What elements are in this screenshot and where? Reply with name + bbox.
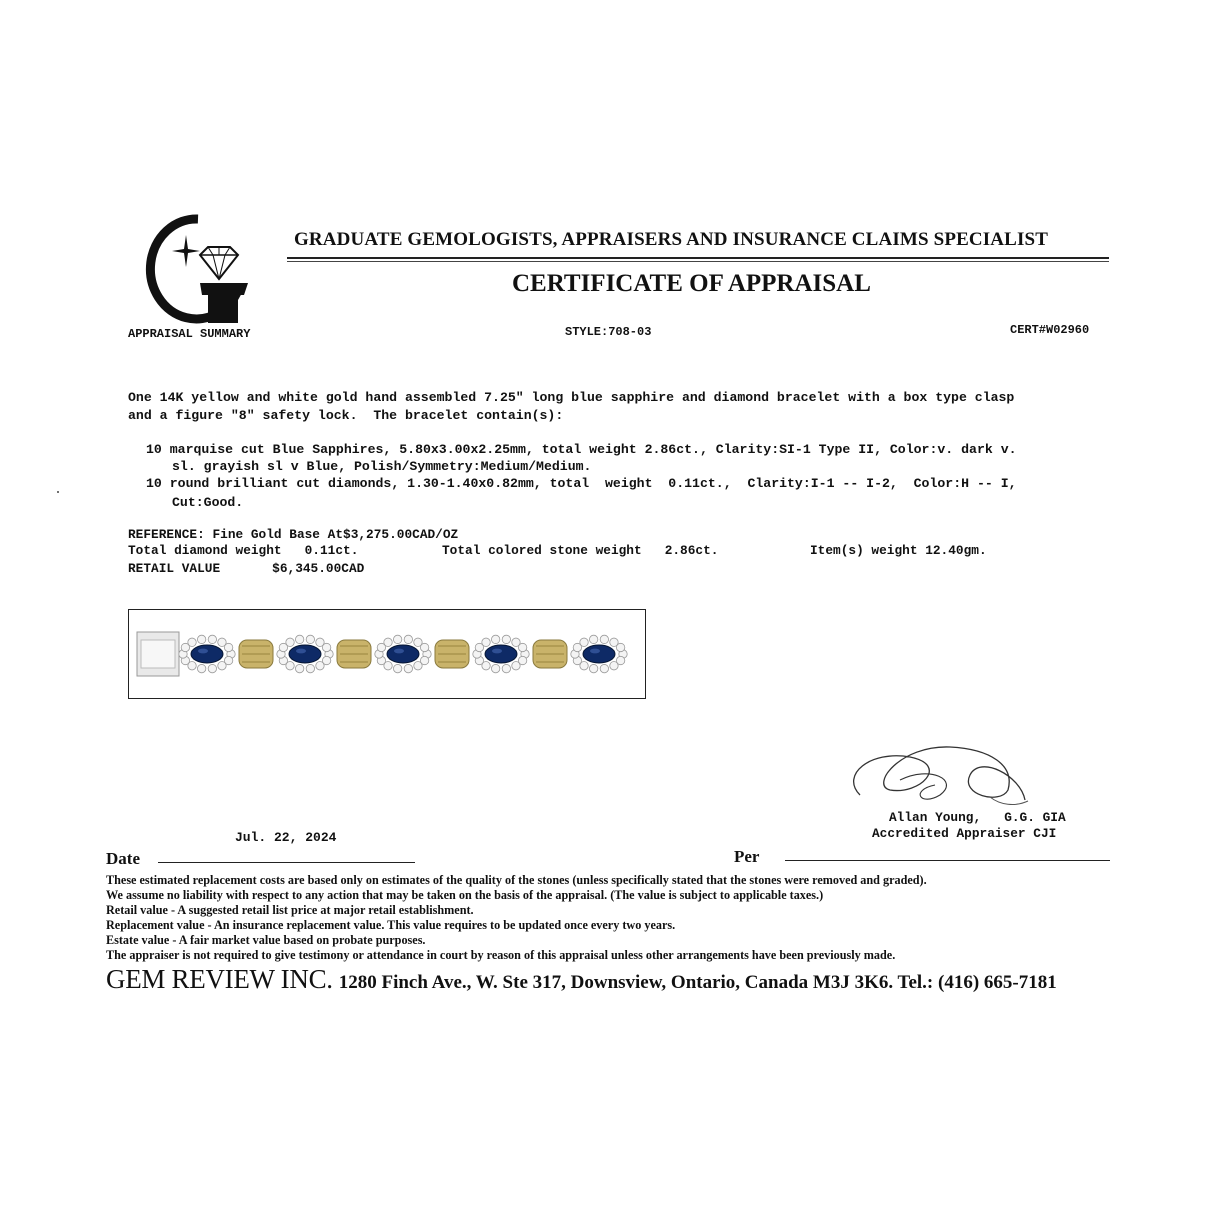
diamond-stone [491, 664, 499, 672]
diamond-stone [502, 664, 510, 672]
diamond-stone [518, 643, 526, 651]
diamond-details-cont: Cut:Good. [172, 495, 244, 510]
item-description: One 14K yellow and white gold hand assembled 7.25" long blue sapphire and diamond bracelet with a box type clasp and a figure "8" safety lock. The bracelet contain(s): [128, 390, 1015, 423]
retail-value-label: RETAIL VALUE [128, 561, 221, 576]
organization-header: GRADUATE GEMOLOGISTS, APPRAISERS AND INSURANCE CLAIMS SPECIALIST [294, 229, 1049, 250]
clasp-inner [141, 640, 175, 668]
sapphire-stone [583, 645, 615, 663]
total-colored-stone-weight: Total colored stone weight 2.86ct. [442, 543, 719, 558]
diamond-stone [589, 635, 597, 643]
diamond-stone [306, 635, 314, 643]
reference-line: REFERENCE: Fine Gold Base At$3,275.00CAD/OZ [128, 527, 459, 542]
disclaimer-line: We assume no liability with respect to any action that may be taken on the basis of the appraisal. (The value is subject to applicable taxes.) [106, 887, 824, 902]
diamond-stone [188, 638, 196, 646]
diamond-stone [502, 635, 510, 643]
disclaimer-line: These estimated replacement costs are based only on estimates of the quality of the stones (unless specifically stated that the stones were removed and graded). [106, 873, 927, 887]
diamond-stone [404, 664, 412, 672]
diamond-stone [295, 664, 303, 672]
sapphire-highlight [394, 649, 404, 654]
appraisal-date: Jul. 22, 2024 [235, 830, 337, 845]
sapphire-stone [387, 645, 419, 663]
retail-value-line [128, 561, 364, 576]
diamond-stone [218, 662, 226, 670]
header-rule-thin [287, 261, 1109, 262]
summary-label: APPRAISAL SUMMARY [128, 327, 251, 341]
diamond-stone [414, 662, 422, 670]
date-rule [158, 862, 415, 863]
disclaimer-line: Retail value - A suggested retail list price at major retail establishment. [106, 902, 474, 917]
appraiser-title: Accredited Appraiser CJI [872, 826, 1057, 841]
diamond-stone [393, 635, 401, 643]
scan-speck [57, 491, 59, 493]
sapphire-highlight [198, 649, 208, 654]
diamond-stone [208, 664, 216, 672]
diamond-stone [600, 664, 608, 672]
diamond-stone [208, 635, 216, 643]
diamond-stone [384, 638, 392, 646]
diamond-stone [589, 664, 597, 672]
diamond-stone [393, 664, 401, 672]
total-diamond-weight: Total diamond weight 0.11ct. [128, 543, 359, 558]
bracelet-photo-frame [128, 609, 646, 699]
diamond-details: 10 round brilliant cut diamonds, 1.30-1.40x0.82mm, total weight 0.11ct., Clarity:I-1 -- I-2, Color:H -- I, [146, 476, 1017, 491]
diamond-stone [580, 638, 588, 646]
diamond-stone [491, 635, 499, 643]
gem-logo-icon [138, 207, 258, 325]
header-rule [287, 257, 1109, 259]
diamond-stone [616, 643, 624, 651]
sapphire-stone [191, 645, 223, 663]
diamond-stone [322, 643, 330, 651]
disclaimer-line: Replacement value - An insurance replacement value. This value requires to be updated once every two years. [106, 917, 676, 932]
sapphire-highlight [492, 649, 502, 654]
certificate-number: CERT#W02960 [1010, 323, 1090, 337]
diamond-stone [306, 664, 314, 672]
diamond-stone [197, 664, 205, 672]
per-label: Per [734, 847, 760, 866]
disclaimer-line: Estate value - A fair market value based on probate purposes. [106, 932, 426, 947]
diamond-stone [197, 635, 205, 643]
style-number: STYLE:708-03 [565, 325, 652, 339]
sapphire-stone [289, 645, 321, 663]
sapphire-details: 10 marquise cut Blue Sapphires, 5.80x3.00x2.25mm, total weight 2.86ct., Clarity:SI-1 Type II, Color:v. dark v. [146, 442, 1017, 457]
diamond-stone [482, 638, 490, 646]
sapphire-details-cont: sl. grayish sl v Blue, Polish/Symmetry:Medium/Medium. [172, 459, 592, 474]
retail-value: $6,345.00CAD [272, 561, 365, 576]
sapphire-highlight [296, 649, 306, 654]
diamond-stone [600, 635, 608, 643]
appraiser-signature [840, 735, 1030, 815]
sapphire-stone [485, 645, 517, 663]
diamond-stone [512, 662, 520, 670]
disclaimer-line: The appraiser is not required to give testimony or attendance in court by reason of this appraisal unless other arrangements have been previously made. [106, 947, 896, 962]
bracelet-photo [129, 610, 645, 698]
company-address: 1280 Finch Ave., W. Ste 317, Downsview, Ontario, Canada M3J 3K6. Tel.: (416) 665-7181 [338, 972, 1057, 993]
diamond-stone [295, 635, 303, 643]
appraiser-name: Allan Young, G.G. GIA [889, 810, 1066, 825]
page-title: CERTIFICATE OF APPRAISAL [512, 270, 871, 297]
date-label: Date [106, 849, 140, 868]
diamond-stone [610, 662, 618, 670]
sapphire-highlight [590, 649, 600, 654]
footer [106, 964, 1057, 995]
diamond-stone [316, 662, 324, 670]
company-name: GEM REVIEW INC. [106, 964, 333, 994]
disclaimers [106, 873, 1126, 962]
per-rule [785, 860, 1110, 861]
diamond-stone [420, 643, 428, 651]
diamond-stone [404, 635, 412, 643]
item-weight: Item(s) weight 12.40gm. [810, 543, 987, 558]
diamond-stone [224, 643, 232, 651]
diamond-stone [286, 638, 294, 646]
totals-line [128, 543, 1028, 559]
